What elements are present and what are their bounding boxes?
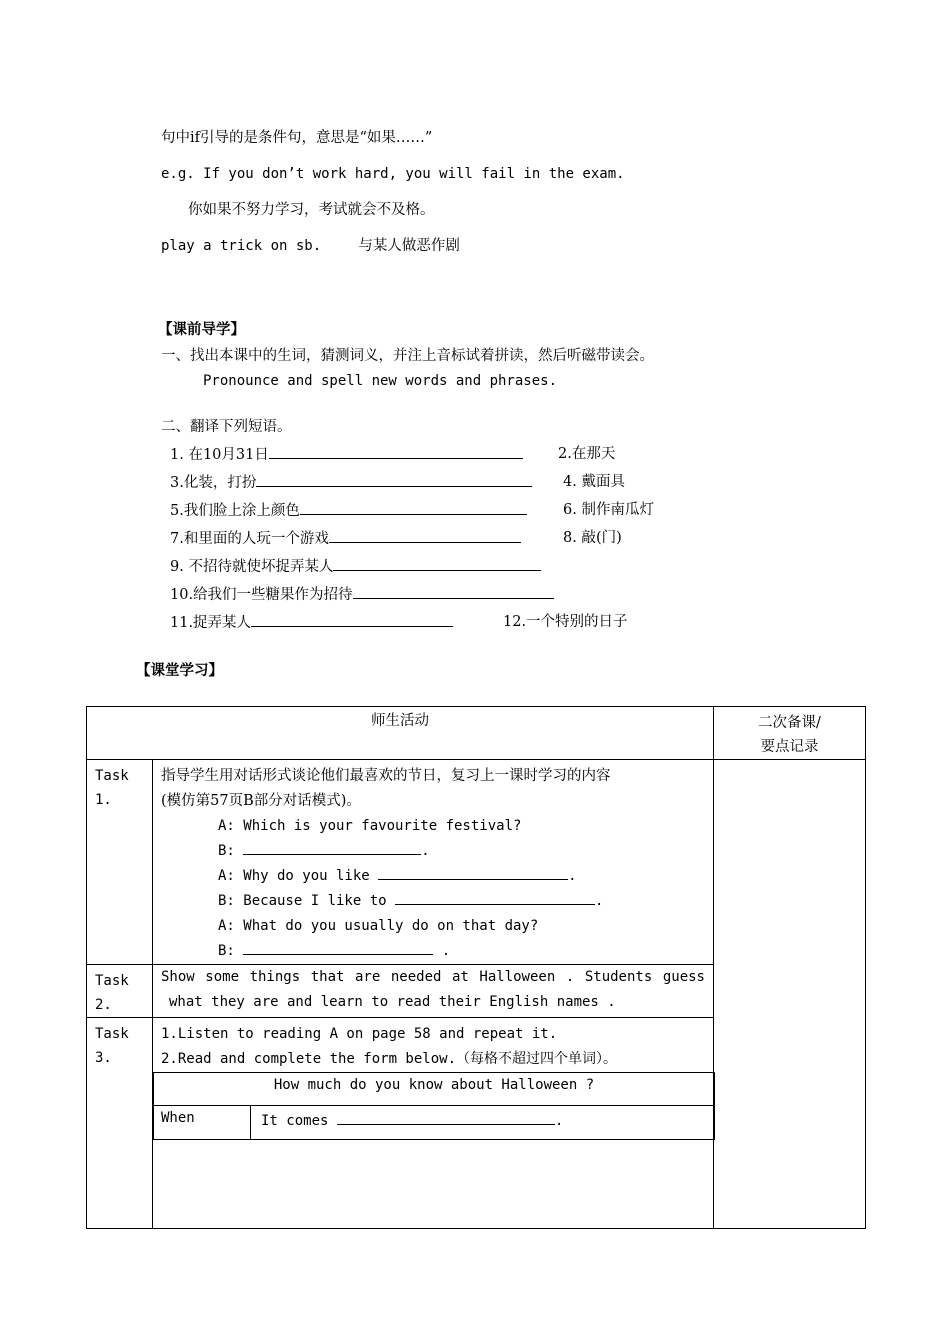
header-activity	[87, 707, 714, 760]
task2-number: 2.	[95, 997, 112, 1013]
task1-label: Task	[95, 768, 129, 784]
phrase-item-text: 3.化装，打扮	[170, 475, 257, 491]
dialogue-line-1: A: Which is your favourite festival?	[218, 818, 522, 834]
phrase-item-4: 4. 戴面具	[563, 474, 625, 490]
dialogue-line-2: B: .	[218, 839, 713, 864]
phrase-item-text: 11.捉弄某人	[170, 615, 252, 631]
task3-content-cell	[153, 1018, 714, 1229]
header-activity-label: 师生活动	[371, 713, 429, 729]
header-notes-line2: 要点记录	[760, 739, 819, 755]
phrase-item-11	[170, 612, 453, 633]
task1-content-cell	[153, 760, 714, 965]
task1-label-cell	[87, 760, 153, 965]
dialogue-line-6: B: .	[218, 939, 713, 964]
answer-blank[interactable]	[256, 472, 532, 487]
task3-label-cell	[87, 1018, 153, 1229]
dialogue-line-3: A: Why do you like .	[218, 864, 713, 889]
preview-task2-cn: 二、翻译下列短语。	[161, 419, 292, 435]
phrase-item-8: 8. 敲(门)	[563, 530, 622, 546]
phrase-en: play a trick on sb.	[161, 238, 322, 254]
phrase-item-1	[170, 444, 523, 465]
dialogue-blank[interactable]	[243, 940, 433, 955]
dialogue-line-4: B: Because I like to .	[218, 889, 713, 914]
lesson-table	[86, 706, 866, 1229]
form-blank[interactable]	[337, 1110, 555, 1125]
classroom-heading: 【课堂学习】	[136, 662, 223, 679]
intro-phrase	[161, 236, 460, 256]
notes-cell[interactable]	[714, 760, 866, 1229]
phrase-item-5	[170, 500, 527, 521]
dialogue-text: B: Because I like to	[218, 893, 387, 909]
phrase-item-text: 7.和里面的人玩一个游戏	[170, 531, 329, 547]
phrase-item-2: 2.在那天	[558, 446, 616, 462]
answer-blank[interactable]	[251, 612, 453, 627]
header-notes	[714, 707, 866, 760]
form-row-answer: It comes .	[251, 1106, 715, 1140]
dialogue-blank[interactable]	[243, 840, 421, 855]
halloween-form	[153, 1072, 715, 1140]
task1-desc-line1: 指导学生用对话形式谈论他们最喜欢的节日，复习上一课时学习的内容	[161, 768, 611, 784]
dialogue-speaker: B:	[218, 943, 235, 959]
header-notes-line1: 二次备课/	[758, 715, 821, 731]
dialogue-speaker: B:	[218, 843, 235, 859]
phrase-item-text: 5.我们脸上涂上颜色	[170, 503, 300, 519]
phrase-cn: 与某人做恶作剧	[358, 238, 460, 254]
answer-blank[interactable]	[333, 556, 541, 571]
task2-label: Task	[95, 973, 129, 989]
answer-blank[interactable]	[269, 444, 523, 459]
phrase-item-6: 6. 制作南瓜灯	[563, 502, 654, 518]
phrase-item-text: 10.给我们一些糖果作为招待	[170, 587, 353, 603]
task2-label-cell	[87, 965, 153, 1018]
answer-blank[interactable]	[300, 500, 527, 515]
task3-step1: 1.Listen to reading A on page 58 and repeat it.	[161, 1026, 558, 1042]
dialogue-text: A: Why do you like	[218, 868, 370, 884]
phrase-item-12: 12.一个特别的日子	[503, 614, 628, 630]
intro-example-cn: 你如果不努力学习，考试就会不及格。	[188, 202, 435, 218]
dialogue-blank[interactable]	[378, 865, 568, 880]
preview-heading: 【课前导学】	[158, 321, 245, 338]
phrase-item-9	[170, 556, 541, 577]
task3-number: 3.	[95, 1050, 112, 1066]
form-title: How much do you know about Halloween ?	[154, 1073, 715, 1106]
answer-blank[interactable]	[353, 584, 554, 599]
answer-blank[interactable]	[329, 528, 521, 543]
phrase-item-7	[170, 528, 521, 549]
intro-line-if-clause: 句中if引导的是条件句，意思是“如果……”	[161, 130, 433, 146]
intro-example-en: e.g. If you don’t work hard, you will fail in the exam.	[161, 166, 625, 182]
preview-task1-cn: 一、找出本课中的生词，猜测词义，并注上音标试着拼读，然后听磁带读会。	[161, 348, 654, 364]
phrase-item-text: 9. 不招待就使坏捉弄某人	[170, 559, 334, 575]
task1-desc-line2: (模仿第57页B部分对话模式)。	[161, 793, 361, 809]
phrase-item-10	[170, 584, 554, 605]
dialogue-line-5: A: What do you usually do on that day?	[218, 918, 539, 934]
phrase-item-text: 1. 在10月31日	[170, 447, 269, 463]
task2-content-cell	[153, 965, 714, 1018]
task2-desc-line1: Show some things that are needed at Halloween . Students guess	[161, 969, 705, 985]
task3-step2: 2.Read and complete the form below.（每格不超过四个单词）。	[161, 1051, 618, 1067]
task1-number: 1.	[95, 792, 112, 808]
preview-task1-en: Pronounce and spell new words and phrases.	[203, 373, 558, 389]
form-row-text: It comes	[261, 1113, 329, 1129]
dialogue-blank[interactable]	[395, 890, 595, 905]
task3-label: Task	[95, 1026, 129, 1042]
phrase-item-3	[170, 472, 532, 493]
task2-desc-line2: what they are and learn to read their English names .	[169, 994, 616, 1010]
form-row-label: When	[154, 1106, 251, 1140]
